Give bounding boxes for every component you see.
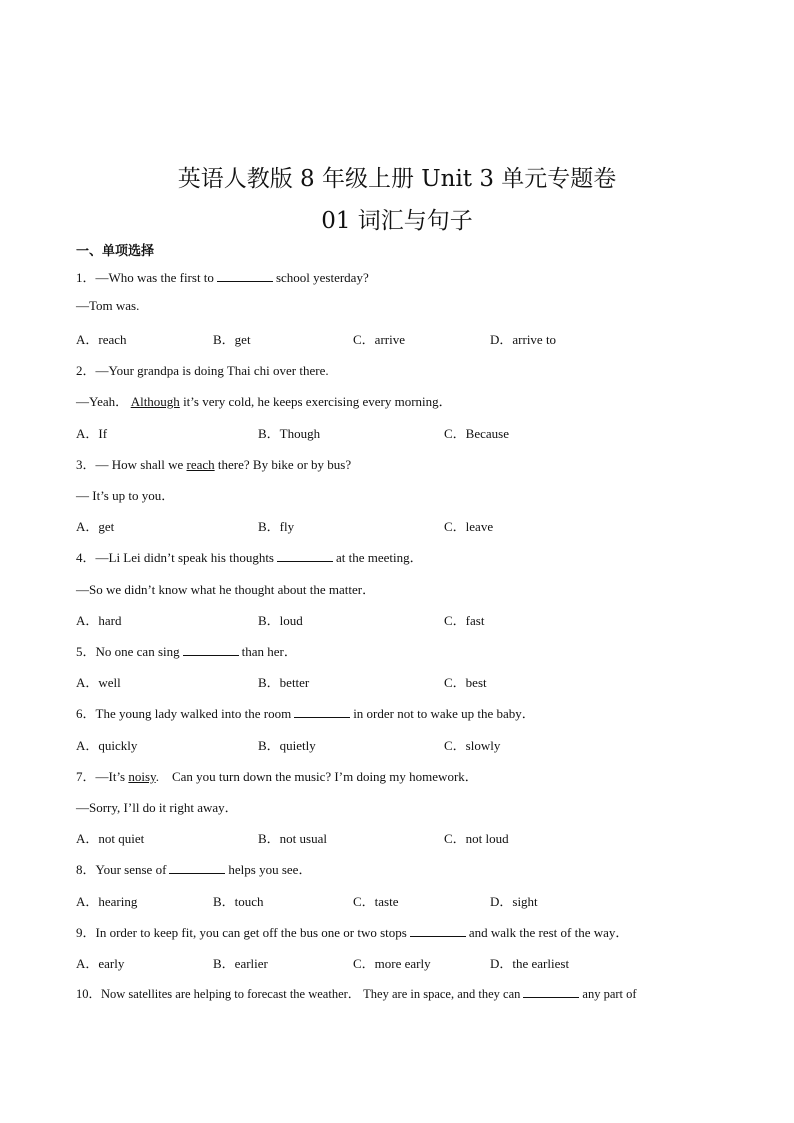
answer-blank xyxy=(183,643,239,656)
question-4-stem xyxy=(76,547,423,565)
reply-text: —Yeah． xyxy=(76,394,129,409)
option-d: D．arrive to xyxy=(490,332,557,347)
option-a: A．early xyxy=(76,956,125,971)
stem-text: 6．The young lady walked into the room xyxy=(76,706,292,721)
stem-text: 1．—Who was the first to xyxy=(76,270,214,285)
option-a: A．not quiet xyxy=(76,831,145,846)
stem-text: in order not to wake up the baby． xyxy=(353,706,535,721)
option-b: B．get xyxy=(213,332,251,347)
question-9-stem xyxy=(76,922,628,940)
reply-text: it’s very cold, he keeps exercising every morning． xyxy=(183,394,452,409)
option-b: B．loud xyxy=(258,613,303,628)
question-4-options xyxy=(76,610,716,628)
option-a: A．If xyxy=(76,426,108,441)
option-d: D．sight xyxy=(490,894,538,909)
stem-text: helps you see． xyxy=(228,862,312,877)
question-2-stem: 2．—Your grandpa is doing Thai chi over there. xyxy=(76,363,329,378)
option-c: C．slowly xyxy=(444,738,501,753)
stem-text: school yesterday? xyxy=(275,270,369,285)
stem-text: 7．—It’s xyxy=(76,769,126,784)
option-c: C．leave xyxy=(444,519,494,534)
section-heading: 一、单项选择 xyxy=(76,244,155,259)
question-9-options xyxy=(76,953,716,971)
question-8-options xyxy=(76,891,716,909)
stem-text: 10．Now satellites are helping to forecast the weather． They are in space, and they can xyxy=(76,987,521,1001)
option-b: B．fly xyxy=(258,519,295,534)
answer-blank xyxy=(217,269,273,282)
question-3-stem xyxy=(76,454,351,472)
question-7-options xyxy=(76,828,716,846)
answer-blank xyxy=(523,985,579,998)
option-c: C．taste xyxy=(353,894,399,909)
question-5-options xyxy=(76,672,716,690)
option-c: C．not loud xyxy=(444,831,509,846)
answer-blank xyxy=(294,705,350,718)
document-title: 英语人教版 8 年级上册 Unit 3 单元专题卷 xyxy=(177,166,617,192)
option-b: B．quietly xyxy=(258,738,316,753)
question-7-stem xyxy=(76,766,478,784)
option-b: B．better xyxy=(258,675,310,690)
question-3-options xyxy=(76,516,716,534)
question-5-stem xyxy=(76,641,297,659)
option-c: C．Because xyxy=(444,426,509,441)
document-subtitle: 01 词汇与句子 xyxy=(321,208,473,234)
stem-text: there? By bike or by bus? xyxy=(217,457,352,472)
stem-text: 8．Your sense of xyxy=(76,862,167,877)
question-2-options xyxy=(76,423,716,441)
question-1-options xyxy=(76,329,716,347)
question-2-reply xyxy=(76,391,452,409)
question-1-reply: —Tom was. xyxy=(76,298,140,313)
question-7-reply: —Sorry, I’ll do it right away． xyxy=(76,800,238,815)
underlined-word: noisy xyxy=(128,769,156,784)
option-d: D．the earliest xyxy=(490,956,570,971)
answer-blank xyxy=(169,861,225,874)
option-a: A．quickly xyxy=(76,738,138,753)
stem-text: 4．—Li Lei didn’t speak his thoughts xyxy=(76,550,274,565)
stem-text: than her． xyxy=(241,644,297,659)
stem-text: 5．No one can sing xyxy=(76,644,180,659)
answer-blank xyxy=(410,924,466,937)
stem-text: . Can you turn down the music? I’m doing my homework． xyxy=(155,769,478,784)
option-b: B．Though xyxy=(258,426,321,441)
underlined-word: Although xyxy=(130,394,180,409)
question-10-stem xyxy=(76,984,637,1002)
stem-text: 9．In order to keep fit, you can get off the bus one or two stops xyxy=(76,925,407,940)
option-a: A．well xyxy=(76,675,121,690)
option-a: A．get xyxy=(76,519,115,534)
option-b: B．not usual xyxy=(258,831,327,846)
option-b: B．touch xyxy=(213,894,264,909)
stem-text: and walk the rest of the way． xyxy=(468,925,629,940)
option-a: A．hard xyxy=(76,613,122,628)
stem-text: 3．— How shall we xyxy=(76,457,184,472)
option-c: C．more early xyxy=(353,956,431,971)
option-c: C．fast xyxy=(444,613,485,628)
option-b: B．earlier xyxy=(213,956,268,971)
underlined-word: reach xyxy=(186,457,215,472)
option-c: C．arrive xyxy=(353,332,405,347)
question-3-reply: — It’s up to you． xyxy=(76,488,175,503)
question-6-stem xyxy=(76,703,535,721)
stem-text: at the meeting． xyxy=(336,550,423,565)
question-8-stem xyxy=(76,859,311,877)
question-6-options xyxy=(76,735,716,753)
question-4-reply: —So we didn’t know what he thought about the matter． xyxy=(76,582,376,597)
question-1-stem xyxy=(76,267,369,285)
option-a: A．reach xyxy=(76,332,127,347)
option-a: A．hearing xyxy=(76,894,138,909)
stem-text: any part of xyxy=(582,987,637,1001)
option-c: C．best xyxy=(444,675,487,690)
answer-blank xyxy=(277,549,333,562)
